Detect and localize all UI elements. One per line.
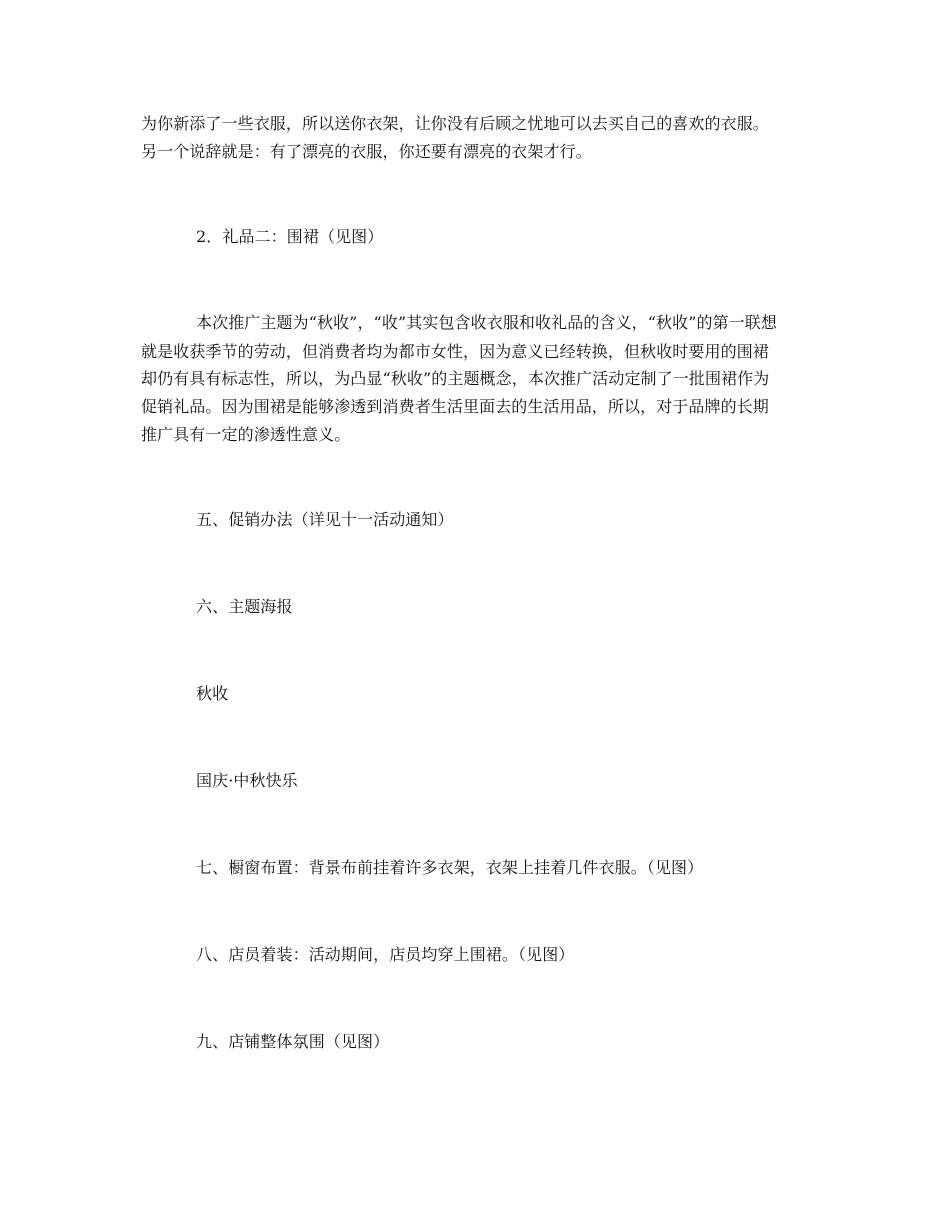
paragraph-2-line-2: 就是收获季节的劳动，但消费者均为都市女性，因为意义已经转换，但秋收时要用的围裙 — [141, 342, 769, 361]
paragraph-1-line-1: 为你新添了一些衣服，所以送你衣架，让你没有后顾之忧地可以去买自己的喜欢的衣服。 — [141, 114, 769, 133]
gift-2-heading: 2．礼品二：围裙（见图） — [196, 227, 384, 246]
paragraph-2-line-5: 推广具有一定的渗透性意义。 — [141, 425, 351, 444]
section-6-heading: 六、主题海报 — [196, 597, 293, 616]
section-7-heading: 七、橱窗布置：背景布前挂着许多衣架，衣架上挂着几件衣服。（见图） — [196, 858, 704, 877]
paragraph-2-line-4: 促销礼品。因为围裙是能够渗透到消费者生活里面去的生活用品，所以，对于品牌的长期 — [141, 397, 769, 416]
poster-line-1: 秋收 — [196, 684, 229, 703]
section-5-heading: 五、促销办法（详见十一活动通知） — [196, 510, 454, 529]
poster-line-2: 国庆·中秋快乐 — [196, 771, 298, 790]
section-9-heading: 九、店铺整体氛围（见图） — [196, 1032, 390, 1051]
paragraph-2-line-3: 却仍有具有标志性，所以，为凸显“秋收”的主题概念，本次推广活动定制了一批围裙作为 — [141, 369, 770, 388]
paragraph-2-line-1: 本次推广主题为“秋收”，“收”其实包含收衣服和收礼品的含义，“秋收”的第一联想 — [196, 313, 777, 332]
paragraph-1-line-2: 另一个说辞就是：有了漂亮的衣服，你还要有漂亮的衣架才行。 — [141, 142, 592, 161]
section-8-heading: 八、店员着装：活动期间，店员均穿上围裙。（见图） — [196, 945, 575, 964]
